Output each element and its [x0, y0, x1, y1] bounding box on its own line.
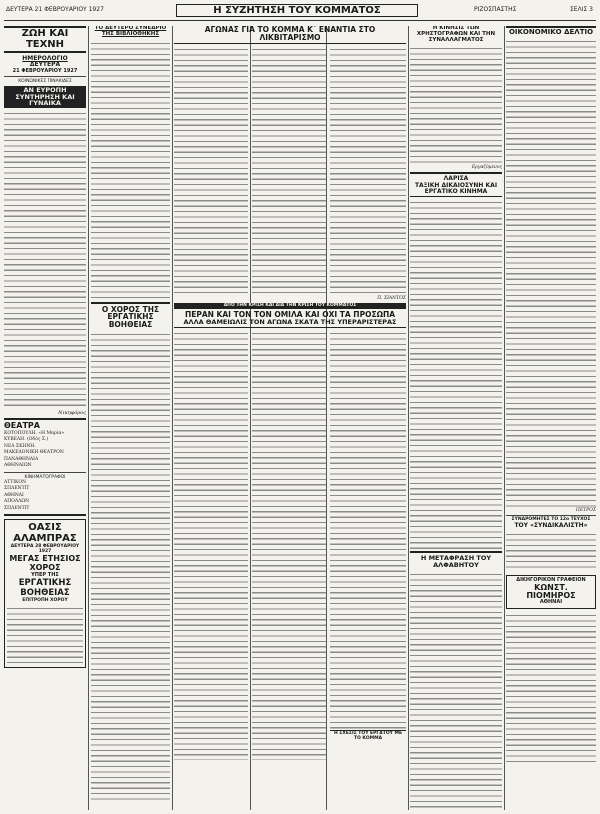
ad-body — [506, 531, 596, 571]
column-rule — [88, 26, 89, 810]
banner-line-2: ΑΛΛΑ ΘΑΜΕΙΩΛΙΣ ΤΟΝ ΑΓΩΝΑ ΣΚΑΤΑ ΤΗΣ ΥΠΕΡΑΡΙΣΤΕΡΑΣ — [174, 319, 406, 328]
list-item: ΑΠΟΛΛΩΝ — [4, 499, 30, 505]
article-body — [410, 199, 502, 549]
page-header — [4, 4, 596, 21]
ad-venue: ΟΑΣΙΣ ΑΛΑΜΠΡΑΣ — [13, 522, 77, 545]
article-signature: Εργαζόμενος — [471, 165, 502, 171]
article-signature: Νικηφόρος — [58, 410, 86, 417]
article-body — [330, 46, 406, 296]
article-headline: ΤΟ ΔΕΥΤΕΡΟ ΣΥΝΕΔΡΙΟ ΤΗΣ ΒΙΒΛΙΟΘΗΚΗΣ — [94, 26, 167, 37]
header-title: Η ΣΥΖΗΤΗΣΗ ΤΟΥ ΚΟΜΜΑΤΟΣ — [176, 4, 418, 17]
calendar-title: ΗΜΕΡΟΛΟΓΙΟ — [22, 55, 68, 62]
article-body — [91, 40, 170, 300]
ad-line: ΣΥΝΔΡΟΜΗΤΕΣ ΤΟ 12ο ΤΕΥΧΟΣ — [511, 517, 591, 523]
list-item: ΑΤΤΙΚΟΝ — [4, 479, 27, 485]
article-body — [252, 46, 326, 296]
article-body — [91, 331, 170, 801]
article-body — [174, 330, 248, 760]
list-item: ΚΟΤΟΠΟΥΛΗ. «Η Μαρία» — [4, 430, 65, 436]
banner-kicker: ΑΠΟ ΤΗΝ ΚΡΙΣΗ ΚΑΙ ΔΙΑ ΤΗΝ ΚΡΙΣΗ ΤΟΥ ΚΟΜΜΑΤΟΣ — [174, 303, 406, 310]
region-headline: ΤΑΞΙΚΗ ΔΙΚΑΙΟΣΥΝΗ ΚΑΙ ΕΡΓΑΤΙΚΟ ΚΙΝΗΜΑ — [410, 183, 502, 198]
sub-heading: Η ΣΧΕΣΙΣ ΤΟΥ ΕΡΓΑΤΟΥ ΜΕ ΤΟ ΚΟΜΜΑ — [330, 730, 406, 741]
calendar-date: 21 ΦΕΒΡΟΥΑΡΙΟΥ 1927 — [12, 67, 78, 74]
section-title: ΟΙΚΟΝΟΜΙΚΟ ΔΕΛΤΙΟ — [506, 26, 596, 36]
dance-ad — [4, 519, 86, 668]
ad-committee: ΕΠΙΤΡΟΠΗ ΧΟΡΟΥ — [22, 598, 68, 604]
article-body — [410, 571, 502, 810]
ad-date: ΔΕΥΤΕΡΑ 28 ΦΕΒΡΟΥΑΡΙΟΥ 1927 — [10, 544, 80, 555]
column-2 — [91, 26, 170, 810]
social-label: ΚΟΙΝΩΝΙΚΕΣ ΠΙΝΑΚΙΔΕΣ — [18, 78, 72, 84]
cinema-list — [4, 480, 86, 513]
list-item: ΚΥΒΕΛΗ. (Οδός Σ.) — [4, 437, 49, 443]
ad-name: ΚΩΝΣΤ. ΠΙΟΜΗΡΟΣ — [526, 582, 576, 600]
theatre-title: ΘΕΑΤΡΑ — [4, 421, 40, 431]
article-headline: ΑΝ ΕΥΡΟΠΗ ΣΥΝΤΗΡΗΣΗ ΚΑΙ ΓΥΝΑΙΚΑ — [4, 86, 86, 108]
ad-line: ΔΙΚΗΓΟΡΙΚΟΝ ΓΡΑΦΕΙΟΝ — [516, 577, 586, 584]
ad-body — [7, 605, 83, 665]
article-body — [174, 46, 248, 296]
list-item: ΝΕΑ ΣΚΗΝΗ. — [4, 443, 36, 449]
column-1 — [4, 26, 86, 810]
list-item: ΑΘΗΝΑΙ — [4, 492, 24, 498]
ad-org: ΕΡΓΑΤΙΚΗΣ ΒΟΗΘΕΙΑΣ — [18, 578, 72, 599]
column-rule — [408, 26, 409, 810]
article-body — [506, 612, 596, 762]
article-body — [410, 45, 502, 165]
ad-city: ΑΘΗΝΑΙ — [539, 599, 563, 606]
article-body — [4, 110, 86, 410]
article-signature: ΠΕΤΡΟΣ — [575, 508, 596, 514]
list-item: ΠΑΝΑΘΗΝΑΙΑ — [4, 456, 39, 462]
ad-line: ΤΟΥ «ΣΥΝΔΙΚΑΛΙΣΤΗ» — [514, 522, 588, 530]
ad-for: ΥΠΕΡ ΤΗΣ — [31, 572, 59, 579]
list-item: ΑΘΗΝΑΙΩΝ — [4, 463, 32, 469]
column-6 — [506, 26, 596, 810]
sub-headline: Ο ΧΟΡΟΣ ΤΗΣ ΕΡΓΑΤΙΚΗΣ ΒΟΗΘΕΙΑΣ — [101, 304, 160, 330]
column-rule — [504, 26, 505, 810]
column-5 — [410, 26, 502, 810]
header-page: ΣΕΛΙΣ 3 — [570, 6, 593, 13]
main-headline: ΑΓΩΝΑΣ ΓΙΑ ΤΟ ΚΟΜΜΑ Κ΄ ΕΝΑΝΤΙΑ ΣΤΟ ΛΙΚΒΙΤΑΡΙΣΜΟ — [174, 26, 406, 44]
list-item: ΣΠΛΕΝΤΙΤ — [4, 486, 30, 492]
list-item: ΣΠΛΕΝΤΙΤ — [4, 505, 30, 511]
article-body — [252, 330, 326, 760]
section-title: ΖΩΗ ΚΑΙ ΤΕΧΝΗ — [4, 26, 86, 53]
article-body — [330, 330, 406, 730]
calendar-day: ΔΕΥΤΕΡΑ — [29, 61, 61, 69]
article-body — [506, 38, 596, 508]
list-item: ΜΑΚΕΔΟΝΙΚΗ ΘΕΑΤΡΟΝ — [4, 450, 64, 456]
ad-event: ΜΕΓΑΣ ΕΤΗΣΙΟΣ ΧΟΡΟΣ — [9, 554, 81, 573]
newspaper-page — [4, 4, 596, 810]
alphabet-headline: Η ΜΕΤΑΦΡΑΣΗ ΤΟΥ ΑΛΦΑΒΗΤΟΥ — [420, 554, 492, 569]
cinema-title: ΚΙΝΗΜΑΤΟΓΡΑΦΟΙ — [24, 474, 66, 480]
article-signature: Π. ΣΙΑΝΤΟΣ — [377, 295, 406, 301]
column-rule — [172, 26, 173, 810]
header-date: ΔΕΥΤΕΡΑ 21 ΦΕΒΡΟΥΑΡΙΟΥ 1927 — [6, 6, 104, 13]
header-paper: ΡΙΖΟΣΠΑΣΤΗΣ — [474, 6, 517, 13]
theatre-list — [4, 431, 86, 470]
region-label: ΛΑΡΙΣΑ — [443, 175, 469, 183]
banner-line-1: ΠΕΡΑΝ ΚΑΙ ΤΟΝ ΤΟΝ ΟΜΙΛΑ ΚΑΙ ΟΧΙ ΤΑ ΠΡΟΣΩΠΑ — [184, 310, 396, 320]
center-columns — [174, 26, 406, 810]
lawyer-ad — [506, 575, 596, 608]
article-headline: Η ΚΙΝΗΣΙΣ ΤΩΝ ΧΡΗΣΤΟΓΡΑΦΩΝ ΚΑΙ ΤΗΝ ΣΥΝΑΛΛΑΓΜΑΤΟΣ — [416, 26, 496, 43]
